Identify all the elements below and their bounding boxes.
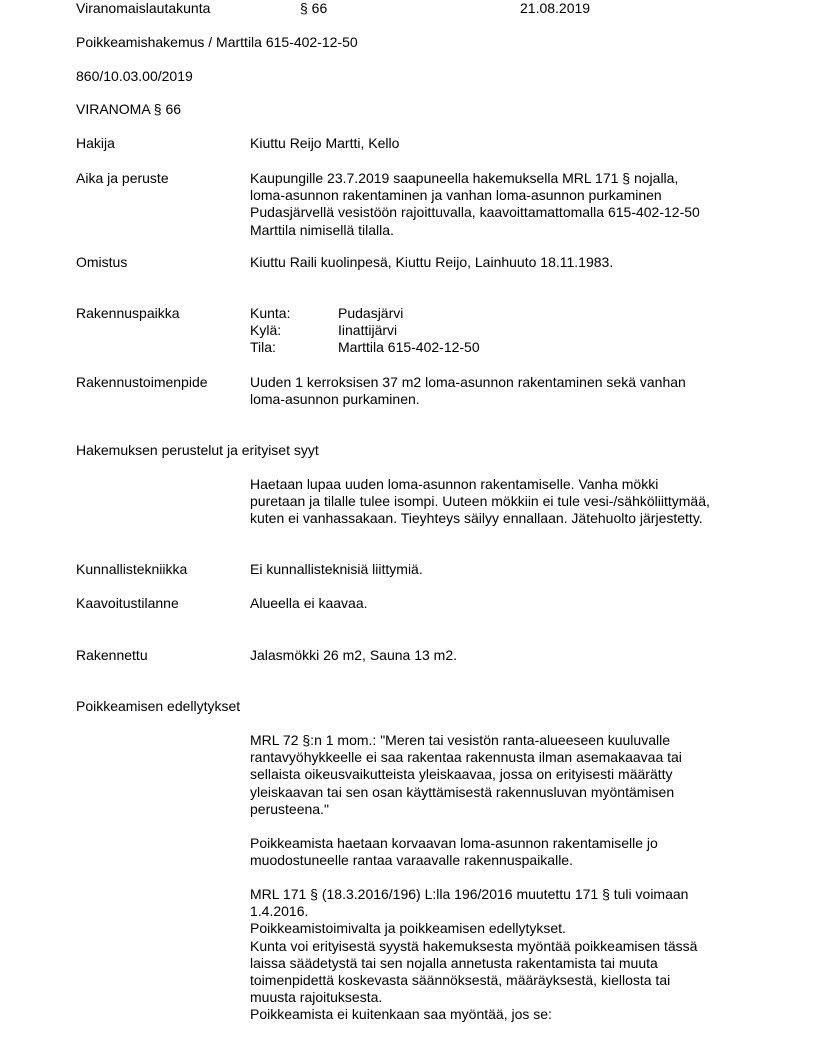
kunnallistekniikka-value: Ei kunnallisteknisiä liittymiä. (250, 561, 423, 577)
kaavoitustilanne-label: Kaavoitustilanne (76, 595, 179, 611)
header-authority: Viranomaislautakunta (76, 0, 211, 16)
edellytykset-line: yleiskaavan tai sen osan käyttämisestä rakennusluvan myöntämisen (250, 783, 675, 800)
kunnallistekniikka-label: Kunnallistekniikka (76, 561, 188, 577)
edellytykset-line: muusta rajoituksesta. (250, 989, 383, 1006)
aika-label: Aika ja peruste (76, 170, 169, 186)
omistus-label: Omistus (76, 254, 128, 270)
edellytykset-line: laissa säädetystä tai sen nojalla annetusta rakentamista tai muuta (250, 954, 658, 971)
edellytykset-line: toimenpidettä koskevasta säännöksestä, määräyksestä, kiellosta tai (250, 972, 671, 989)
aika-line: loma-asunnon rakentaminen ja vanhan loma-asunnon purkaminen (250, 187, 662, 204)
hakija-label: Hakija (76, 135, 115, 151)
perustelut-line: kuten ei vanhassakaan. Tieyhteys säilyy ennallaan. Jätehuolto järjestetty. (250, 510, 703, 527)
toimenpide-text (250, 374, 730, 408)
edellytykset-line: Poikkeamista haetaan korvaavan loma-asunnon rakentamiselle jo (250, 835, 658, 851)
edellytykset-line: perusteena." (250, 800, 329, 817)
perustelut-line: puretaan ja tilalle tulee isompi. Uuteen mökkiin ei tule vesi-/sähköliittymää, (250, 493, 710, 510)
edellytykset-line: muodostuneelle rantaa varaavalle rakennuspaikalle. (250, 852, 573, 869)
record-number: 860/10.03.00/2019 (76, 68, 193, 84)
edellytykset-line: sellaista oikeusvaikutteista yleiskaavaa, jossa on erityisesti määrätty (250, 766, 673, 783)
aika-line: Pudasjärvellä vesistöön rajoittuvalla, kaavoittamattomalla 615-402-12-50 (250, 204, 700, 221)
tila-key: Tila: (250, 339, 276, 355)
perustelut-heading: Hakemuksen perustelut ja erityiset syyt (76, 442, 319, 458)
hakija-value: Kiuttu Reijo Martti, Kello (250, 135, 400, 151)
toimenpide-line: loma-asunnon purkaminen. (250, 391, 420, 408)
rakennuspaikka-label: Rakennuspaikka (76, 305, 180, 321)
perustelut-text (250, 476, 730, 528)
rakennettu-value: Jalasmökki 26 m2, Sauna 13 m2. (250, 647, 457, 663)
edellytykset-line: 1.4.2016. (250, 903, 309, 920)
edellytykset-line: Poikkeamistoimivalta ja poikkeamisen edellytykset. (250, 920, 566, 937)
toimenpide-label: Rakennustoimenpide (76, 374, 208, 390)
edellytykset-line: Kunta voi erityisestä syystä hakemuksesta myöntää poikkeamisen tässä (250, 937, 698, 954)
edellytykset-line: MRL 72 §:n 1 mom.: "Meren tai vesistön ranta-alueeseen kuuluvalle (250, 732, 670, 748)
header-section: § 66 (300, 0, 328, 16)
rakennettu-label: Rakennettu (76, 647, 148, 663)
aika-line: Kaupungille 23.7.2019 saapuneella hakemuksella MRL 171 § nojalla, (250, 170, 679, 186)
omistus-value: Kiuttu Raili kuolinpesä, Kiuttu Reijo, Lainhuuto 18.11.1983. (250, 254, 614, 270)
edellytykset-line: MRL 171 § (18.3.2016/196) L:lla 196/2016 muutettu 171 § tuli voimaan (250, 886, 689, 902)
header-date: 21.08.2019 (520, 0, 591, 16)
toimenpide-line: Uuden 1 kerroksisen 37 m2 loma-asunnon rakentaminen sekä vanhan (250, 374, 686, 390)
kaavoitustilanne-value: Alueella ei kaavaa. (250, 595, 368, 611)
edellytykset-line: Poikkeamista ei kuitenkaan saa myöntää, jos se: (250, 1006, 552, 1023)
kunta-key: Kunta: (250, 305, 291, 321)
kunta-value: Pudasjärvi (338, 305, 404, 321)
edellytykset-heading: Poikkeamisen edellytykset (76, 698, 241, 714)
aika-line: Marttila nimisellä tilalla. (250, 221, 394, 238)
tila-value: Marttila 615-402-12-50 (338, 339, 480, 355)
authority-section: VIRANOMA § 66 (76, 101, 182, 117)
perustelut-line: Haetaan lupaa uuden loma-asunnon rakentamiselle. Vanha mökki (250, 476, 659, 492)
edellytykset-paragraph-3 (250, 886, 730, 1024)
kyla-key: Kylä: (250, 322, 282, 338)
edellytykset-paragraph-2 (250, 835, 730, 869)
application-title: Poikkeamishakemus / Marttila 615-402-12-50 (76, 34, 358, 50)
edellytykset-paragraph-1 (250, 732, 730, 818)
edellytykset-line: rantavyöhykkeelle ei saa rakentaa rakennusta ilman asemakaavaa tai (250, 749, 682, 766)
kyla-value: Iinattijärvi (338, 322, 398, 338)
aika-text (250, 170, 730, 239)
